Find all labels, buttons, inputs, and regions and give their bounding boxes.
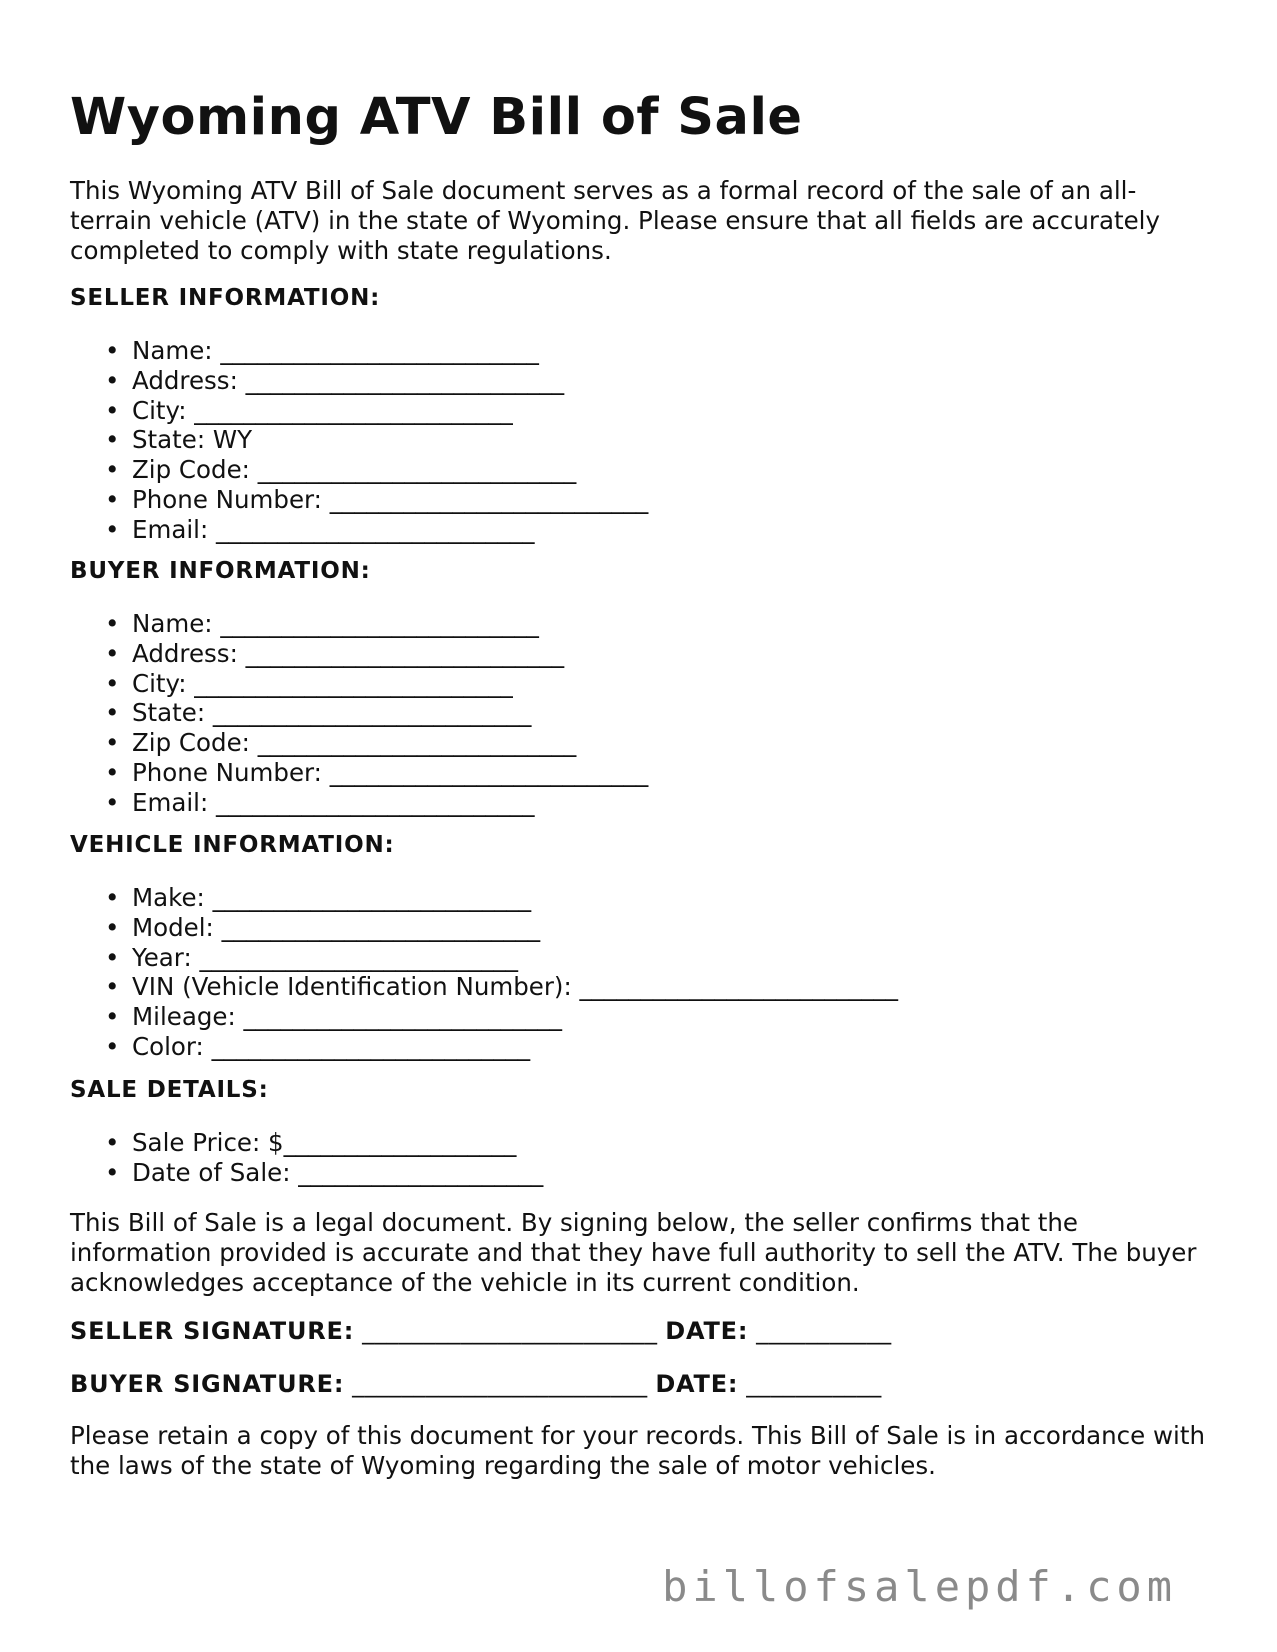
buyer-zip-field: • Zip Code: __________________________ (105, 728, 577, 758)
vehicle-year-field: • Year: __________________________ (105, 942, 518, 972)
seller-name-field: • Name: __________________________ (105, 336, 539, 365)
bullet-icon: • (105, 912, 120, 942)
buyer-signature-blank: ________________________ (352, 1370, 648, 1398)
seller-city-field: • City: __________________________ (105, 395, 513, 425)
buyer-date-label: DATE: (655, 1370, 739, 1398)
bullet-icon: • (105, 668, 120, 698)
intro-paragraph: This Wyoming ATV Bill of Sale document serves as a formal record of the sale of an all-terrain vehicle (ATV) in the state of Wyoming. Please ensure that all fields are accurately completed to comply with state regulations. (70, 176, 1160, 265)
page-title: Wyoming ATV Bill of Sale (70, 88, 803, 147)
watermark-text: billofsalepdf.com (662, 1562, 1177, 1611)
bullet-icon: • (105, 972, 120, 1002)
vehicle-model-field: • Model: __________________________ (105, 912, 541, 942)
buyer-date-blank: ___________ (746, 1370, 882, 1398)
bullet-icon: • (105, 638, 120, 668)
sale-section-heading: SALE DETAILS: (70, 1077, 269, 1103)
vehicle-vin-field: • VIN (Vehicle Identification Number): __________________________ (105, 972, 899, 1002)
bullet-icon: • (105, 1031, 120, 1061)
seller-address-field: • Address: __________________________ (105, 365, 565, 395)
vehicle-section-heading: VEHICLE INFORMATION: (70, 832, 395, 858)
buyer-state-field: • State: __________________________ (105, 698, 532, 728)
vehicle-fields-list (105, 883, 898, 1062)
bullet-icon: • (105, 455, 120, 485)
bullet-icon: • (105, 942, 120, 972)
sale-price-field: • Sale Price: $___________________ (105, 1128, 517, 1157)
legal-paragraph: This Bill of Sale is a legal document. By signing below, the seller confirms that the information provided is accurate and that they have full authority to sell the ATV. The buyer acknowledges acceptance of the vehicle in its current condition. (70, 1208, 1197, 1297)
bullet-icon: • (105, 883, 120, 912)
bullet-icon: • (105, 395, 120, 425)
buyer-signature-row (70, 1370, 882, 1398)
bullet-icon: • (105, 365, 120, 395)
bullet-icon: • (105, 757, 120, 787)
seller-date-blank: ___________ (756, 1317, 892, 1345)
vehicle-color-field: • Color: __________________________ (105, 1031, 531, 1061)
bullet-icon: • (105, 1157, 120, 1187)
vehicle-mileage-field: • Mileage: __________________________ (105, 1002, 563, 1032)
seller-state-field: • State: WY (105, 425, 253, 455)
buyer-signature-label: BUYER SIGNATURE: (70, 1370, 345, 1398)
buyer-city-field: • City: __________________________ (105, 668, 513, 698)
sale-date-field: • Date of Sale: ____________________ (105, 1157, 544, 1187)
seller-phone-field: • Phone Number: __________________________ (105, 484, 649, 514)
bullet-icon: • (105, 514, 120, 544)
bullet-icon: • (105, 728, 120, 758)
seller-section-heading: SELLER INFORMATION: (70, 285, 381, 311)
buyer-section-heading: BUYER INFORMATION: (70, 558, 371, 584)
seller-date-label: DATE: (665, 1317, 749, 1345)
buyer-fields-list (105, 609, 648, 818)
buyer-email-field: • Email: __________________________ (105, 787, 535, 817)
seller-signature-row (70, 1317, 891, 1345)
sale-fields-list (105, 1128, 543, 1188)
bullet-icon: • (105, 1128, 120, 1157)
seller-email-field: • Email: __________________________ (105, 514, 535, 544)
closing-paragraph: Please retain a copy of this document for your records. This Bill of Sale is in accordance with the laws of the state of Wyoming regarding the sale of motor vehicles. (70, 1421, 1205, 1480)
bullet-icon: • (105, 698, 120, 728)
vehicle-make-field: • Make: __________________________ (105, 883, 532, 912)
bullet-icon: • (105, 336, 120, 365)
seller-signature-blank: ________________________ (362, 1317, 658, 1345)
buyer-name-field: • Name: __________________________ (105, 609, 539, 638)
bullet-icon: • (105, 1002, 120, 1032)
buyer-address-field: • Address: __________________________ (105, 638, 565, 668)
buyer-phone-field: • Phone Number: __________________________ (105, 757, 649, 787)
bullet-icon: • (105, 609, 120, 638)
bullet-icon: • (105, 787, 120, 817)
bullet-icon: • (105, 425, 120, 455)
seller-zip-field: • Zip Code: __________________________ (105, 455, 577, 485)
seller-signature-label: SELLER SIGNATURE: (70, 1317, 355, 1345)
seller-fields-list (105, 336, 648, 545)
bullet-icon: • (105, 484, 120, 514)
